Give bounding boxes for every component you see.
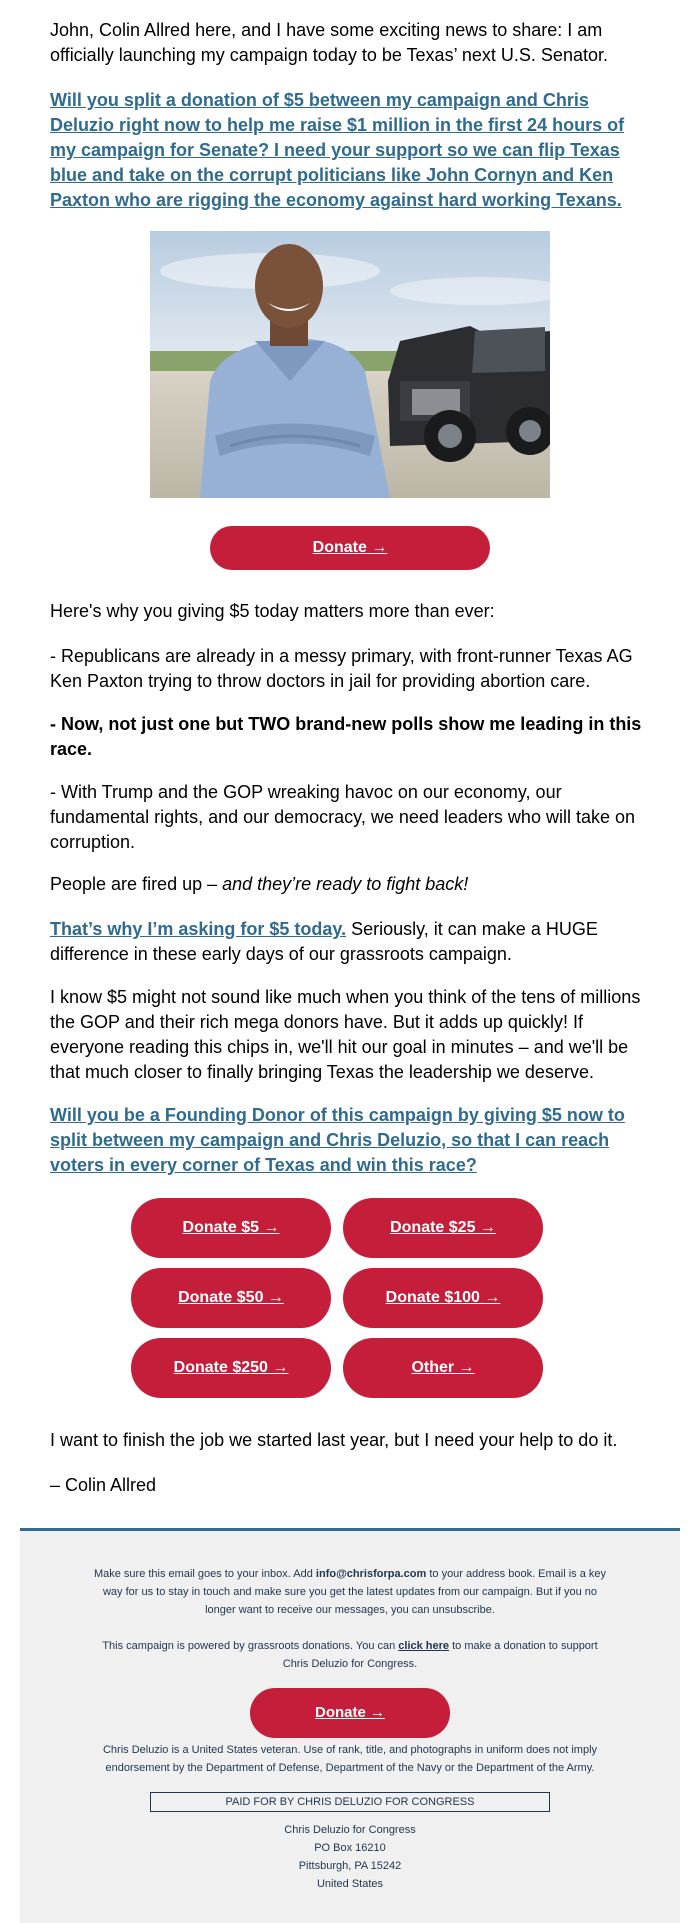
click-here-link[interactable]: click here	[398, 1640, 450, 1652]
paid-for-box: PAID FOR BY CHRIS DELUZIO FOR CONGRESS	[150, 1792, 550, 1812]
address-line: United States	[316, 1878, 384, 1890]
mailing-address	[220, 1821, 480, 1893]
inbox-text-a: Make sure this email goes to your inbox. Add	[93, 1568, 316, 1580]
ask-rest-text: Seriously, it can make a HUGE difference in these early days of our grassroots campaign.	[50, 919, 598, 964]
lead-donation-link[interactable]: Will you split a donation of $5 between my campaign and Chris Deluzio right now to help me raise $1 million in the first 24 hours of my campaign for Senate? I need your support so we can flip Texas blue and take on the corrupt politicians like John Cornyn and Ken Paxton who are rigging the economy against hard working Texans.	[50, 90, 625, 210]
why-paragraph: Here's why you giving $5 today matters more than ever:	[50, 601, 495, 621]
lead-paragraph	[50, 88, 650, 213]
donate-100-button[interactable]: Donate $100 →	[343, 1268, 543, 1328]
founding-donor-paragraph	[50, 1103, 650, 1178]
donate-50-button[interactable]: Donate $50 →	[131, 1268, 331, 1328]
donate-other-button[interactable]: Other →	[343, 1338, 543, 1398]
address-line: Chris Deluzio for Congress	[284, 1824, 416, 1836]
founding-donor-link[interactable]: Will you be a Founding Donor of this campaign by giving $5 now to split between my campaign and Chris Deluzio, so that I can reach voters in every corner of Texas and win this race?	[50, 1105, 625, 1175]
candidate-photo	[150, 231, 550, 498]
fired-up-paragraph	[50, 872, 468, 897]
donate-5-button[interactable]: Donate $5 →	[131, 1198, 331, 1258]
grassroots-notice	[90, 1637, 610, 1673]
address-line: PO Box 16210	[314, 1842, 386, 1854]
signoff: – Colin Allred	[50, 1475, 157, 1495]
address-line: Pittsburgh, PA 15242	[298, 1860, 402, 1872]
finish-paragraph: I want to finish the job we started last year, but I need your help to do it.	[50, 1430, 618, 1450]
donate-25-button[interactable]: Donate $25 →	[343, 1198, 543, 1258]
veteran-disclaimer: Chris Deluzio is a United States veteran. Use of rank, title, and photographs in uniform does not imply endorsement by the Department of Defense, Department of the Navy or the Department of the Army.	[102, 1744, 598, 1774]
five-dollars-paragraph: I know $5 might not sound like much when you think of the tens of millions the GOP and their rich mega donors have. But it adds up quickly! If everyone reading this chips in, we'll hit our goal in minutes – and we'll be that much closer to finally bringing Texas the leadership we deserve.	[50, 987, 641, 1082]
ask-paragraph	[50, 917, 650, 967]
inbox-text-b: to your address book. Email is a key way for us to stay in touch and make sure you get the latest updates from our campaign. But if you no longer want to receive our messages, you can unsubscribe.	[102, 1568, 607, 1616]
donate-button[interactable]: Donate →	[210, 526, 490, 570]
point-corruption: - With Trump and the GOP wreaking havoc on our economy, our fundamental rights, and our democracy, we need leaders who will take on corruption.	[50, 782, 635, 852]
fired-up-text: People are fired up –	[50, 874, 223, 894]
ask-link[interactable]: That’s why I’m asking for $5 today.	[50, 919, 347, 939]
fight-back-text: and they’re ready to fight back!	[222, 874, 469, 894]
contact-email: info@chrisforpa.com	[315, 1568, 427, 1580]
power-text-b: to make a donation to support Chris Deluzio for Congress.	[282, 1640, 598, 1670]
inbox-notice	[90, 1565, 610, 1619]
intro-paragraph: John, Colin Allred here, and I have some exciting news to share: I am officially launching my campaign today to be Texas’ next U.S. Senator.	[50, 20, 608, 65]
point-republican-primary: - Republicans are already in a messy primary, with front-runner Texas AG Ken Paxton trying to throw doctors in jail for providing abortion care.	[50, 646, 633, 691]
point-polls: - Now, not just one but TWO brand-new polls show me leading in this race.	[50, 714, 642, 759]
donate-250-button[interactable]: Donate $250 →	[131, 1338, 331, 1398]
power-text-a: This campaign is powered by grassroots donations. You can	[102, 1640, 399, 1652]
footer-donate-button[interactable]: Donate →	[250, 1688, 450, 1738]
email-footer	[20, 1528, 680, 1923]
